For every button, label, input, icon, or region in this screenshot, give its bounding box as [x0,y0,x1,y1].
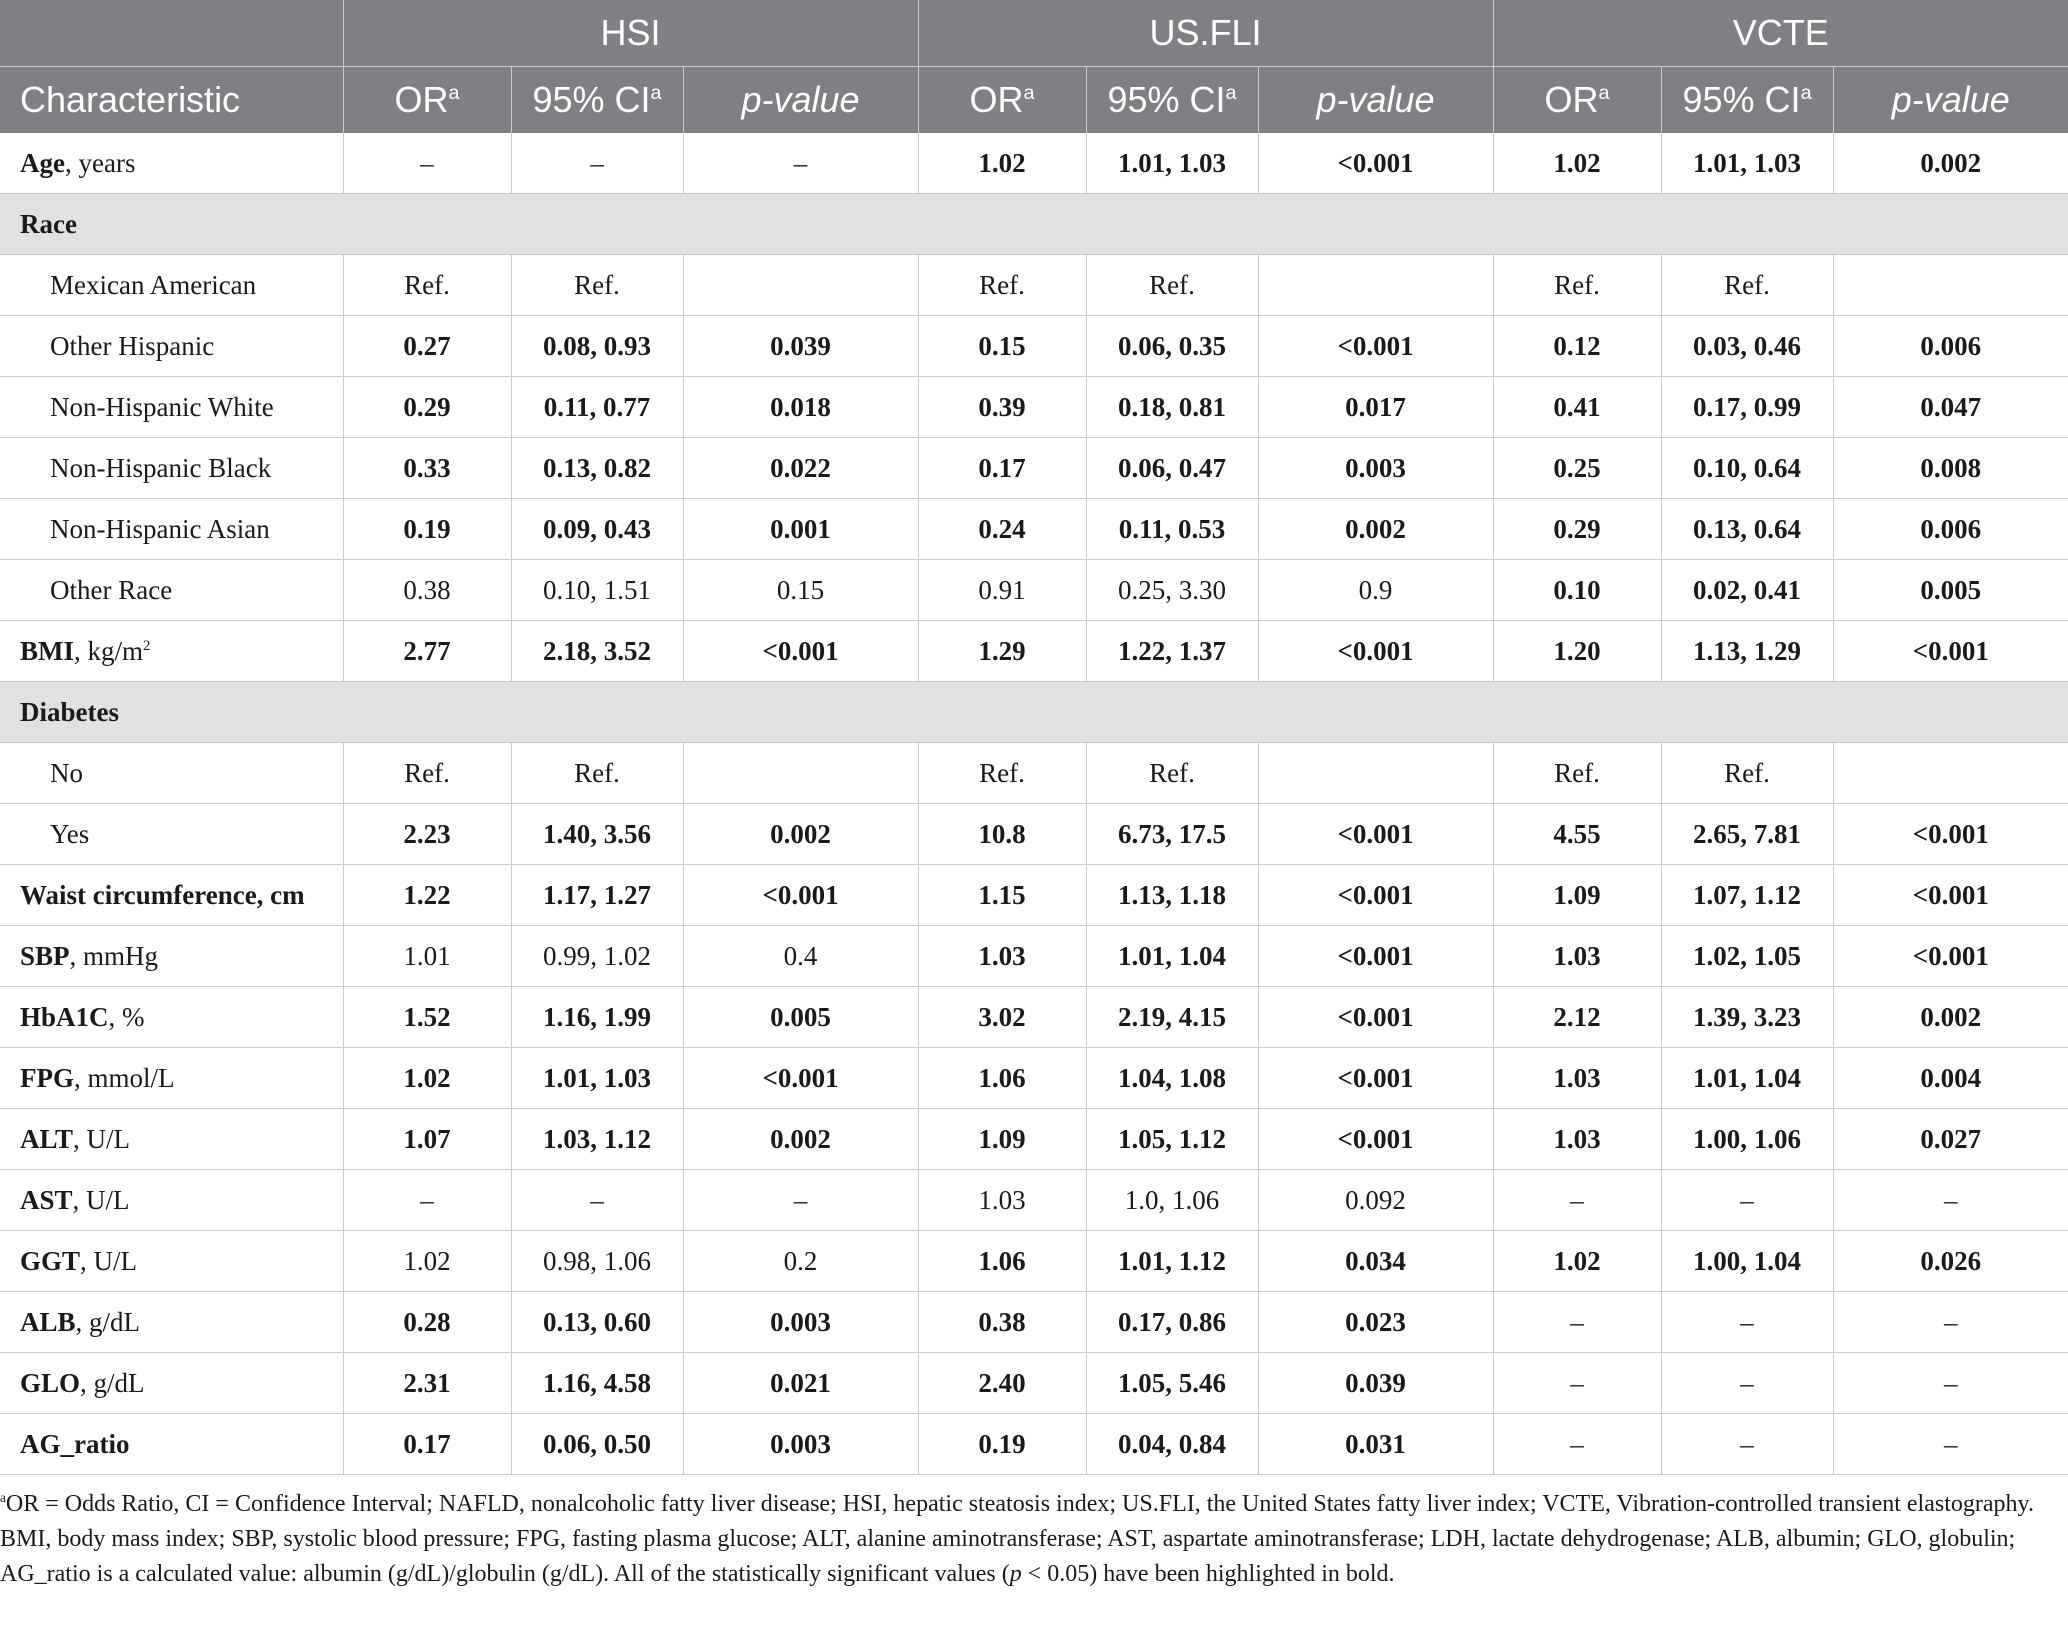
hsi-or-cell: 1.07 [343,1109,511,1170]
usfli-or-cell: 0.17 [918,438,1086,499]
vcte-or-cell: 0.12 [1493,316,1661,377]
usfli-or-cell: 0.24 [918,499,1086,560]
vcte-ci-cell: 1.07, 1.12 [1661,865,1833,926]
usfli-or-cell: 0.39 [918,377,1086,438]
hsi-p-cell [683,743,918,804]
usfli-p-cell [1258,743,1493,804]
hsi-p-cell: 0.003 [683,1292,918,1353]
vcte-ci-cell: 1.01, 1.04 [1661,1048,1833,1109]
usfli-or-cell: 0.38 [918,1292,1086,1353]
row-label: FPG, mmol/L [0,1048,343,1109]
vcte-ci-cell: – [1661,1292,1833,1353]
vcte-or-cell: 1.20 [1493,621,1661,682]
vcte-p-cell: <0.001 [1833,804,2068,865]
usfli-ci-cell: 2.19, 4.15 [1086,987,1258,1048]
empty-header-cell [0,0,343,67]
row-label: Non-Hispanic Asian [0,499,343,560]
group-header-vcte: VCTE [1493,0,2068,67]
hsi-p-cell: 0.002 [683,804,918,865]
table-row [0,499,2068,560]
usfli-or-cell: 0.91 [918,560,1086,621]
hsi-p-cell: 0.001 [683,499,918,560]
usfli-or-cell: 1.06 [918,1048,1086,1109]
vcte-ci-cell: Ref. [1661,255,1833,316]
usfli-ci-cell: 0.06, 0.47 [1086,438,1258,499]
table-row [0,865,2068,926]
usfli-ci-cell: 1.0, 1.06 [1086,1170,1258,1231]
hsi-p-cell: – [683,1170,918,1231]
hsi-or-cell: 0.19 [343,499,511,560]
hsi-or-cell: 2.31 [343,1353,511,1414]
table-row [0,438,2068,499]
vcte-p-cell: 0.027 [1833,1109,2068,1170]
vcte-or-cell: – [1493,1170,1661,1231]
usfli-ci-cell: 0.17, 0.86 [1086,1292,1258,1353]
vcte-ci-cell: 0.02, 0.41 [1661,560,1833,621]
vcte-p-cell: <0.001 [1833,865,2068,926]
column-header-ci: 95% $CI^a$ [511,67,683,134]
hsi-or-cell: 0.29 [343,377,511,438]
table-row [0,987,2068,1048]
hsi-or-cell: – [343,1170,511,1231]
row-label: No [0,743,343,804]
hsi-or-cell: 0.17 [343,1414,511,1475]
usfli-ci-cell: 1.05, 1.12 [1086,1109,1258,1170]
table-row [0,1170,2068,1231]
hsi-ci-cell: 2.18, 3.52 [511,621,683,682]
table-row [0,1231,2068,1292]
usfli-ci-cell: Ref. [1086,255,1258,316]
table-body [0,133,2068,1475]
usfli-ci-cell: 0.11, 0.53 [1086,499,1258,560]
vcte-or-cell: – [1493,1414,1661,1475]
vcte-or-cell: – [1493,1292,1661,1353]
usfli-p-cell: <0.001 [1258,1109,1493,1170]
usfli-p-cell: <0.001 [1258,133,1493,194]
usfli-or-cell: 1.06 [918,1231,1086,1292]
vcte-or-cell: 1.03 [1493,1109,1661,1170]
usfli-or-cell: Ref. [918,743,1086,804]
vcte-p-cell [1833,743,2068,804]
hsi-p-cell: <0.001 [683,1048,918,1109]
column-header-row [0,67,2068,134]
vcte-ci-cell: 1.00, 1.04 [1661,1231,1833,1292]
vcte-p-cell: – [1833,1353,2068,1414]
hsi-p-cell: <0.001 [683,621,918,682]
group-header-hsi: HSI [343,0,918,67]
usfli-ci-cell: 1.01, 1.03 [1086,133,1258,194]
usfli-p-cell: 0.039 [1258,1353,1493,1414]
usfli-or-cell: 1.03 [918,926,1086,987]
table-row [0,621,2068,682]
row-label: Age, years [0,133,343,194]
hsi-or-cell: 0.28 [343,1292,511,1353]
hsi-ci-cell: 0.11, 0.77 [511,377,683,438]
vcte-p-cell: 0.047 [1833,377,2068,438]
column-header-ci: 95% $CI^a$ [1086,67,1258,134]
usfli-p-cell: <0.001 [1258,1048,1493,1109]
vcte-or-cell: 0.29 [1493,499,1661,560]
hsi-ci-cell: 1.16, 4.58 [511,1353,683,1414]
column-header-ci: 95% $CI^a$ [1661,67,1833,134]
vcte-or-cell: 1.09 [1493,865,1661,926]
vcte-or-cell: 1.03 [1493,926,1661,987]
hsi-or-cell: Ref. [343,743,511,804]
section-label: Race [0,194,2068,255]
hsi-or-cell: 0.27 [343,316,511,377]
usfli-or-cell: Ref. [918,255,1086,316]
hsi-ci-cell: 0.06, 0.50 [511,1414,683,1475]
hsi-or-cell: 2.77 [343,621,511,682]
usfli-ci-cell: 1.01, 1.12 [1086,1231,1258,1292]
vcte-or-cell: Ref. [1493,743,1661,804]
vcte-ci-cell: 1.01, 1.03 [1661,133,1833,194]
section-label: Diabetes [0,682,2068,743]
hsi-ci-cell: 0.13, 0.82 [511,438,683,499]
hsi-or-cell: 0.38 [343,560,511,621]
vcte-or-cell: 4.55 [1493,804,1661,865]
table-row [0,743,2068,804]
vcte-or-cell: 1.02 [1493,133,1661,194]
usfli-ci-cell: 1.22, 1.37 [1086,621,1258,682]
table-row [0,926,2068,987]
usfli-or-cell: 3.02 [918,987,1086,1048]
vcte-p-cell: 0.006 [1833,316,2068,377]
vcte-p-cell: – [1833,1170,2068,1231]
vcte-ci-cell: 0.17, 0.99 [1661,377,1833,438]
usfli-ci-cell: 1.13, 1.18 [1086,865,1258,926]
usfli-p-cell: 0.031 [1258,1414,1493,1475]
hsi-ci-cell: Ref. [511,743,683,804]
section-row [0,682,2068,743]
row-label: Waist circumference, cm [0,865,343,926]
group-header-row [0,0,2068,67]
table-row [0,1292,2068,1353]
usfli-or-cell: 10.8 [918,804,1086,865]
column-header-or: $OR^a$ [918,67,1086,134]
vcte-or-cell: 0.10 [1493,560,1661,621]
row-label: Other Hispanic [0,316,343,377]
usfli-or-cell: 0.15 [918,316,1086,377]
usfli-ci-cell: 0.25, 3.30 [1086,560,1258,621]
usfli-p-cell [1258,255,1493,316]
row-label: BMI, $kg/m^2$ [0,621,343,682]
vcte-p-cell [1833,255,2068,316]
hsi-ci-cell: – [511,133,683,194]
hsi-ci-cell: 0.10, 1.51 [511,560,683,621]
hsi-ci-cell: – [511,1170,683,1231]
vcte-or-cell: 1.03 [1493,1048,1661,1109]
vcte-p-cell: <0.001 [1833,621,2068,682]
vcte-ci-cell: 0.03, 0.46 [1661,316,1833,377]
column-header-characteristic: Characteristic [0,67,343,134]
usfli-ci-cell: 6.73, 17.5 [1086,804,1258,865]
usfli-ci-cell: 0.18, 0.81 [1086,377,1258,438]
vcte-p-cell: – [1833,1414,2068,1475]
usfli-or-cell: 1.03 [918,1170,1086,1231]
vcte-or-cell: Ref. [1493,255,1661,316]
hsi-ci-cell: 0.13, 0.60 [511,1292,683,1353]
table-row [0,1048,2068,1109]
hsi-p-cell: 0.021 [683,1353,918,1414]
row-label: HbA1C, % [0,987,343,1048]
column-header-p: p-value [683,67,918,134]
hsi-ci-cell: 1.40, 3.56 [511,804,683,865]
row-label: GLO, g/dL [0,1353,343,1414]
hsi-p-cell: <0.001 [683,865,918,926]
hsi-or-cell: 1.02 [343,1231,511,1292]
usfli-ci-cell: 1.05, 5.46 [1086,1353,1258,1414]
row-label: ALB, g/dL [0,1292,343,1353]
row-label: AG_ratio [0,1414,343,1475]
table-row [0,1353,2068,1414]
vcte-ci-cell: Ref. [1661,743,1833,804]
row-label: GGT, U/L [0,1231,343,1292]
hsi-or-cell: Ref. [343,255,511,316]
vcte-ci-cell: 1.39, 3.23 [1661,987,1833,1048]
column-header-or: $OR^a$ [1493,67,1661,134]
hsi-ci-cell: 1.16, 1.99 [511,987,683,1048]
usfli-p-cell: <0.001 [1258,987,1493,1048]
usfli-or-cell: 2.40 [918,1353,1086,1414]
hsi-or-cell: – [343,133,511,194]
usfli-p-cell: <0.001 [1258,926,1493,987]
usfli-or-cell: 1.09 [918,1109,1086,1170]
table-row [0,316,2068,377]
hsi-p-cell: 0.039 [683,316,918,377]
vcte-ci-cell: – [1661,1170,1833,1231]
usfli-p-cell: <0.001 [1258,316,1493,377]
usfli-ci-cell: Ref. [1086,743,1258,804]
usfli-p-cell: <0.001 [1258,865,1493,926]
vcte-ci-cell: 1.00, 1.06 [1661,1109,1833,1170]
row-label: AST, U/L [0,1170,343,1231]
column-header-p: p-value [1833,67,2068,134]
usfli-p-cell: <0.001 [1258,621,1493,682]
column-header-or: $OR^a$ [343,67,511,134]
vcte-p-cell: 0.004 [1833,1048,2068,1109]
vcte-p-cell: 0.005 [1833,560,2068,621]
usfli-p-cell: 0.9 [1258,560,1493,621]
table-row [0,804,2068,865]
vcte-p-cell: – [1833,1292,2068,1353]
hsi-or-cell: 2.23 [343,804,511,865]
usfli-or-cell: 1.29 [918,621,1086,682]
table-row [0,255,2068,316]
usfli-ci-cell: 1.01, 1.04 [1086,926,1258,987]
table-footnote: $^a$OR = Odds Ratio, CI = Confidence Interval; NAFLD, nonalcoholic fatty liver disease; HSI, hepatic steatosis index; US.FLI, the United States fatty liver index; VCTE, Vibration-controlled transient elastography. BMI, body mass index; SBP, systolic blood pressure; FPG, fasting plasma glucose; ALT, alanine aminotransferase; AST, aspartate aminotransferase; LDH, lactate dehydrogenase; ALB, albumin; GLO, globulin; AG_ratio is a calculated value: albumin (g/dL)/globulin (g/dL). All of the statistically significant values (p < 0.05) have been highlighted in bold. [0,1490,2034,1587]
hsi-p-cell: 0.003 [683,1414,918,1475]
usfli-or-cell: 0.19 [918,1414,1086,1475]
row-label: Other Race [0,560,343,621]
table-row [0,560,2068,621]
usfli-ci-cell: 0.06, 0.35 [1086,316,1258,377]
vcte-ci-cell: 0.13, 0.64 [1661,499,1833,560]
hsi-p-cell: 0.018 [683,377,918,438]
vcte-or-cell: 0.25 [1493,438,1661,499]
vcte-ci-cell: 2.65, 7.81 [1661,804,1833,865]
hsi-ci-cell: 0.09, 0.43 [511,499,683,560]
vcte-or-cell: 1.02 [1493,1231,1661,1292]
vcte-p-cell: 0.006 [1833,499,2068,560]
row-label: Non-Hispanic Black [0,438,343,499]
usfli-or-cell: 1.02 [918,133,1086,194]
hsi-p-cell: 0.2 [683,1231,918,1292]
vcte-ci-cell: 1.02, 1.05 [1661,926,1833,987]
vcte-ci-cell: – [1661,1414,1833,1475]
hsi-p-cell: 0.002 [683,1109,918,1170]
hsi-p-cell: 0.4 [683,926,918,987]
hsi-ci-cell: 0.08, 0.93 [511,316,683,377]
usfli-or-cell: 1.15 [918,865,1086,926]
vcte-p-cell: 0.026 [1833,1231,2068,1292]
hsi-p-cell: 0.15 [683,560,918,621]
row-label: SBP, mmHg [0,926,343,987]
usfli-p-cell: 0.002 [1258,499,1493,560]
row-label: Non-Hispanic White [0,377,343,438]
table-row [0,133,2068,194]
hsi-or-cell: 1.22 [343,865,511,926]
vcte-p-cell: 0.002 [1833,987,2068,1048]
hsi-or-cell: 0.33 [343,438,511,499]
hsi-ci-cell: Ref. [511,255,683,316]
table-row [0,1109,2068,1170]
usfli-p-cell: 0.023 [1258,1292,1493,1353]
row-label: Yes [0,804,343,865]
vcte-p-cell: <0.001 [1833,926,2068,987]
vcte-p-cell: 0.002 [1833,133,2068,194]
row-label: Mexican American [0,255,343,316]
hsi-or-cell: 1.52 [343,987,511,1048]
table-header [0,0,2068,133]
usfli-ci-cell: 0.04, 0.84 [1086,1414,1258,1475]
hsi-p-cell [683,255,918,316]
vcte-or-cell: 2.12 [1493,987,1661,1048]
vcte-ci-cell: 0.10, 0.64 [1661,438,1833,499]
hsi-or-cell: 1.02 [343,1048,511,1109]
usfli-p-cell: 0.003 [1258,438,1493,499]
vcte-p-cell: 0.008 [1833,438,2068,499]
usfli-ci-cell: 1.04, 1.08 [1086,1048,1258,1109]
hsi-ci-cell: 1.03, 1.12 [511,1109,683,1170]
hsi-ci-cell: 1.01, 1.03 [511,1048,683,1109]
usfli-p-cell: 0.017 [1258,377,1493,438]
vcte-or-cell: 0.41 [1493,377,1661,438]
hsi-p-cell: – [683,133,918,194]
vcte-ci-cell: – [1661,1353,1833,1414]
hsi-ci-cell: 0.98, 1.06 [511,1231,683,1292]
row-label: ALT, U/L [0,1109,343,1170]
vcte-or-cell: – [1493,1353,1661,1414]
hsi-ci-cell: 0.99, 1.02 [511,926,683,987]
hsi-ci-cell: 1.17, 1.27 [511,865,683,926]
vcte-ci-cell: 1.13, 1.29 [1661,621,1833,682]
usfli-p-cell: <0.001 [1258,804,1493,865]
column-header-p: p-value [1258,67,1493,134]
usfli-p-cell: 0.092 [1258,1170,1493,1231]
hsi-or-cell: 1.01 [343,926,511,987]
hsi-p-cell: 0.005 [683,987,918,1048]
section-row [0,194,2068,255]
group-header-usfli: US.FLI [918,0,1493,67]
usfli-p-cell: 0.034 [1258,1231,1493,1292]
hsi-p-cell: 0.022 [683,438,918,499]
table-row [0,1414,2068,1475]
table-row [0,377,2068,438]
